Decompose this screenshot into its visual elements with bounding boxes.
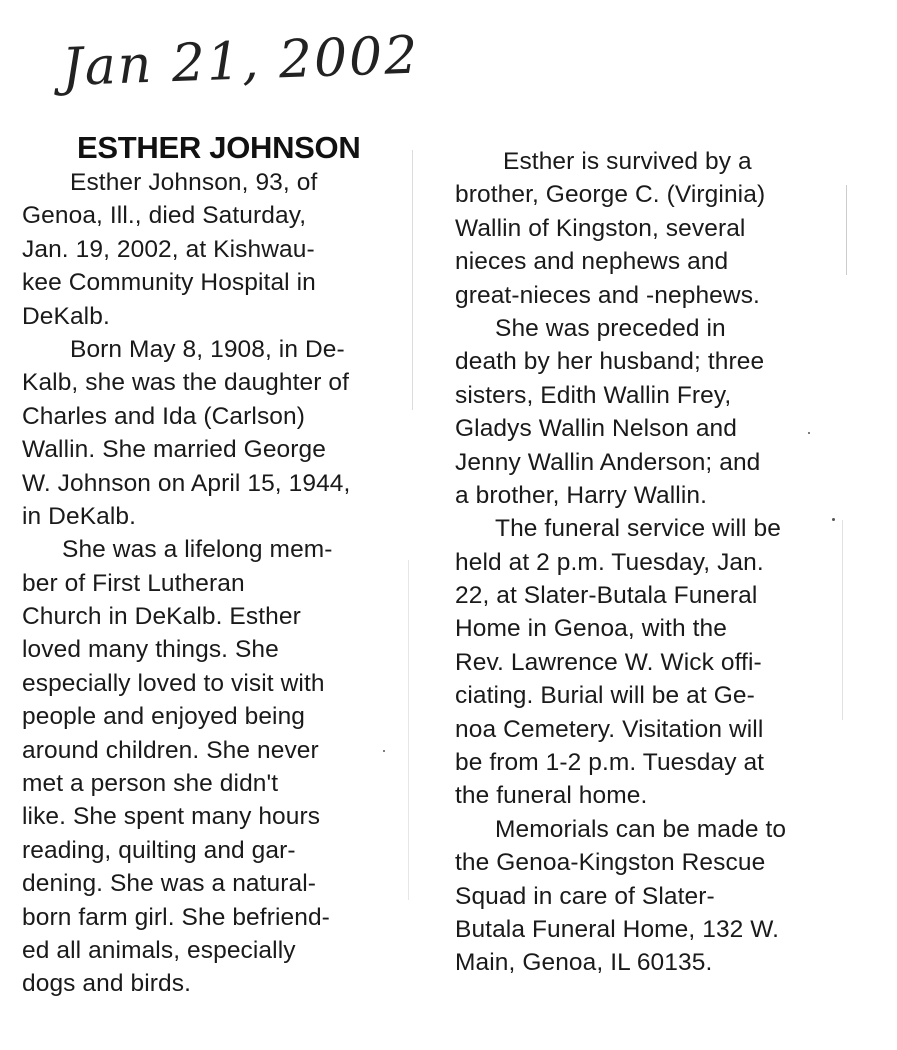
text-line: held at 2 p.m. Tuesday, Jan. [455, 548, 764, 576]
text-line: dogs and birds. [22, 970, 192, 998]
text-line: reading, quilting and gar- [22, 836, 296, 864]
text-line: sisters, Edith Wallin Frey, [455, 381, 732, 409]
text-line: Wallin. She married George [22, 436, 326, 464]
text-line: Church in DeKalb. Esther [22, 603, 301, 631]
text-line: be from 1-2 p.m. Tuesday at [455, 749, 765, 777]
text-line: Main, Genoa, IL 60135. [455, 949, 713, 977]
text-line: noa Cemetery. Visitation will [455, 715, 764, 743]
text-line: 22, at Slater-Butala Funeral [455, 582, 758, 610]
text-line: around children. She never [22, 736, 319, 764]
text-line: Charles and Ida (Carlson) [22, 402, 306, 430]
text-line: Gladys Wallin Nelson and [455, 415, 738, 443]
text-line: Butala Funeral Home, 132 W. [455, 915, 780, 943]
text-line: W. Johnson on April 15, 1944, [22, 469, 351, 497]
text-line: Jan. 19, 2002, at Kishwau- [22, 235, 315, 263]
text-line: Squad in care of Slater- [455, 882, 715, 910]
handwritten-date: Jan 21, 2002 [60, 25, 421, 98]
text-line: Memorials can be made to [495, 815, 787, 843]
text-line: Wallin of Kingston, several [455, 214, 746, 242]
text-line: especially loved to visit with [22, 669, 325, 697]
text-line: She was a lifelong mem- [62, 536, 333, 564]
text-line: ed all animals, especially [22, 936, 296, 964]
text-line: people and enjoyed being [22, 703, 306, 731]
text-line: Kalb, she was the daughter of [22, 369, 350, 397]
text-line: kee Community Hospital in [22, 269, 316, 297]
text-line: nieces and nephews and [455, 248, 729, 276]
right-edge-rule [846, 185, 847, 275]
text-line: a brother, Harry Wallin. [455, 481, 708, 509]
text-line: the Genoa-Kingston Rescue [455, 849, 766, 877]
text-line: She was preceded in [495, 314, 726, 342]
text-line: death by her husband; three [455, 348, 765, 376]
text-line: in DeKalb. [22, 502, 137, 530]
text-line: Esther Johnson, 93, of [70, 169, 318, 196]
text-line: brother, George C. (Virginia) [455, 181, 766, 209]
text-line: born farm girl. She befriend- [22, 903, 330, 931]
text-line: ber of First Lutheran [22, 569, 245, 597]
text-line: Esther is survived by a [503, 148, 752, 175]
text-line: like. She spent many hours [22, 803, 321, 831]
text-line: loved many things. She [22, 636, 279, 664]
text-line: Genoa, Ill., died Saturday, [22, 202, 307, 230]
text-line: ciating. Burial will be at Ge- [455, 682, 755, 710]
text-line: Born May 8, 1908, in De- [70, 335, 345, 363]
text-line: Home in Genoa, with the [455, 615, 727, 643]
text-line: The funeral service will be [495, 515, 781, 543]
text-line: Rev. Lawrence W. Wick offi- [455, 648, 762, 676]
text-line: great-nieces and -nephews. [455, 281, 760, 309]
obituary-right-column [455, 145, 845, 980]
text-line: dening. She was a natural- [22, 870, 317, 898]
text-line: DeKalb. [22, 302, 110, 330]
text-line: met a person she didn't [22, 770, 279, 798]
text-line: Jenny Wallin Anderson; and [455, 448, 761, 476]
obituary-left-column [22, 130, 417, 1001]
obituary-headline: ESTHER JOHNSON [77, 130, 361, 165]
text-line: the funeral home. [455, 782, 648, 810]
